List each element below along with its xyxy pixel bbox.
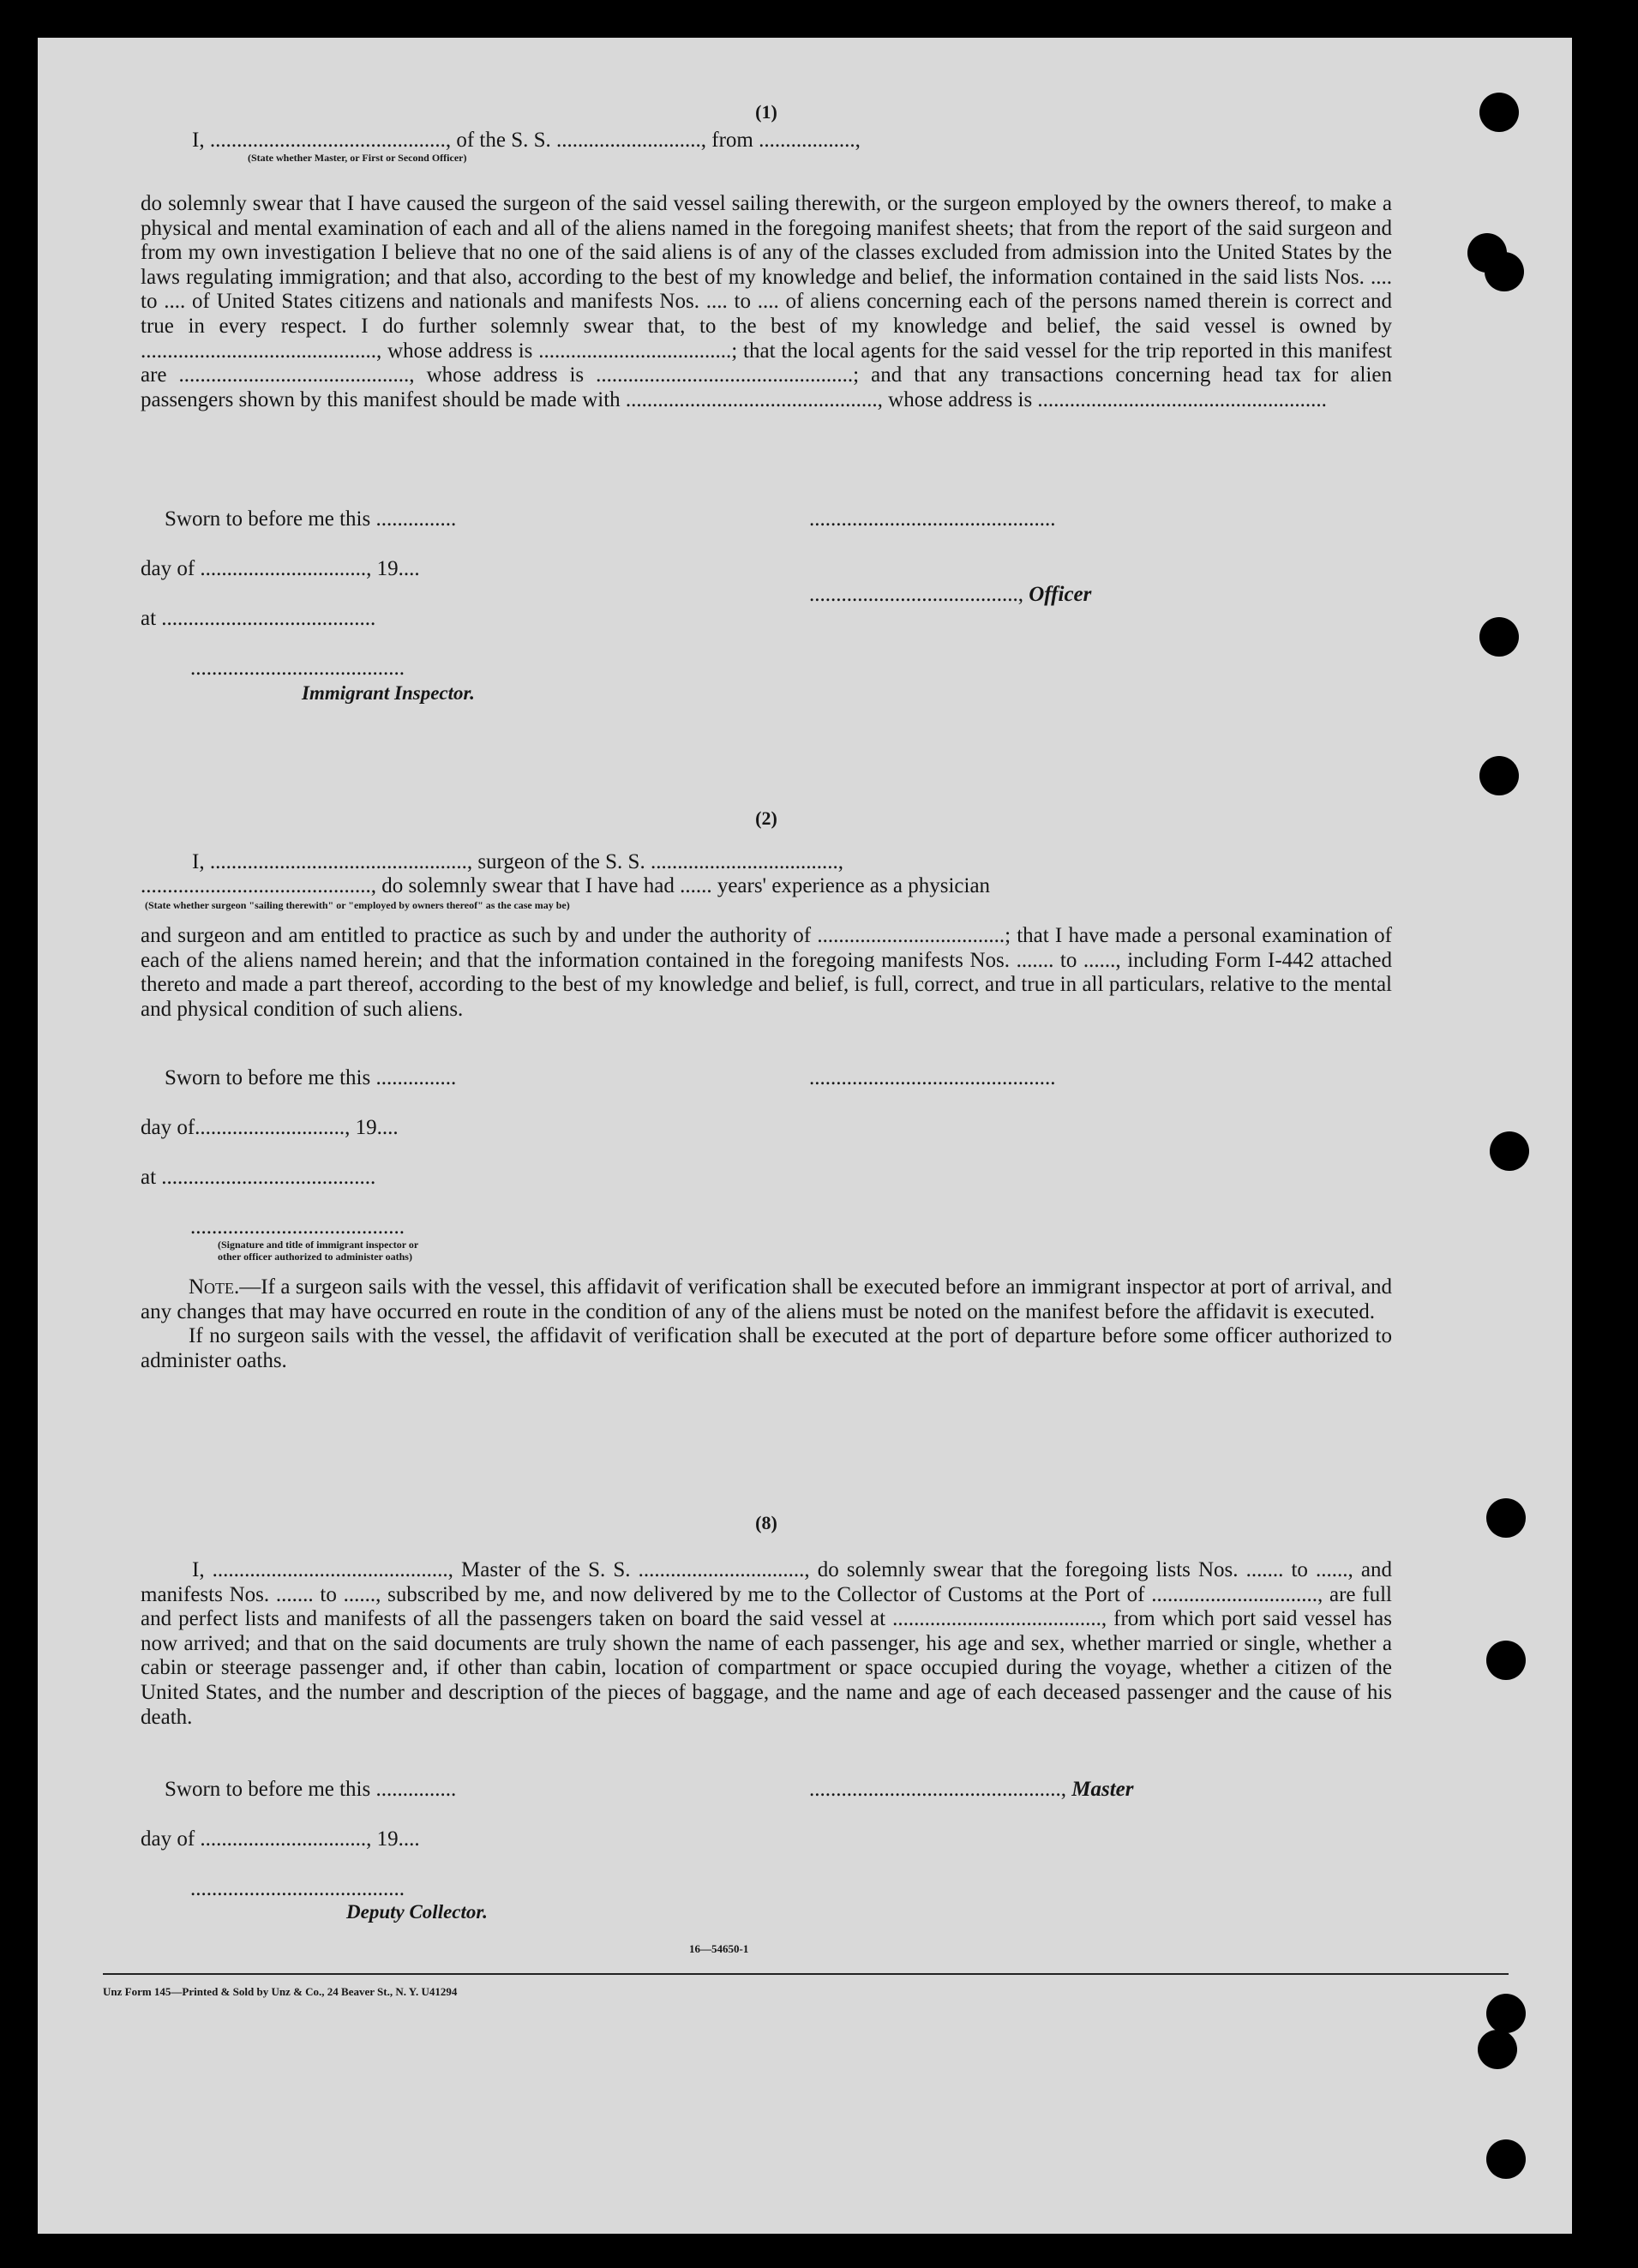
section-2-heading: (2) bbox=[755, 807, 777, 829]
section-1-heading: (1) bbox=[755, 101, 777, 123]
section-1-officer-text: ......................................., Officer bbox=[809, 583, 1092, 606]
section-2-line-1: I, ................................................, surgeon of the S. S. ..................................., bbox=[192, 850, 843, 873]
section-1-day: day of ..............................., 19.... bbox=[141, 557, 420, 580]
binder-hole bbox=[1479, 756, 1519, 795]
section-2-inspector-dots: ........................................ bbox=[190, 1215, 405, 1239]
manifest-page bbox=[38, 38, 1572, 2234]
section-3-oath bbox=[141, 1558, 1392, 1730]
section-2-signature-dots: .............................................. bbox=[809, 1066, 1056, 1089]
section-2-sworn: Sworn to before me this ............... bbox=[165, 1066, 457, 1089]
section-2-inspector-caption-1: (Signature and title of immigrant inspector or bbox=[218, 1239, 419, 1251]
section-3-collector-title: Deputy Collector. bbox=[346, 1901, 488, 1923]
section-3-oath-text: I, ............................................, Master of the S. S. ..............................., do solemnly swear that the foregoing lists Nos. ....... to ......, and manifests Nos. ....... to ......, subscribed by me, and now delivered by me to the Collector of Customs at the Port of ..............................., are full and perfect lists and manifests of all the passengers taken on board the said vessel at ......................................., from which port said vessel has now arrived; and that on the said documents are truly shown the name of each passenger, his age and sex, whether married or single, whether a cabin or steerage passenger and, if other than cabin, location of compartment or space occupied during the voyage, whether a citizen of the United States, and the number and description of the pieces of baggage, and the name and age of each deceased passenger and the cause of his death. bbox=[141, 1558, 1392, 1729]
section-2-note bbox=[141, 1275, 1392, 1373]
binder-hole bbox=[1485, 252, 1524, 291]
binder-hole bbox=[1490, 1131, 1529, 1171]
note-paragraph-2: If no surgeon sails with the vessel, the affidavit of verification shall be executed at the port of departure before some officer authorized to administer oaths. bbox=[141, 1324, 1392, 1372]
note-text-1: —If a surgeon sails with the vessel, this affidavit of verification shall be executed before an immigrant inspector at port of arrival, and any changes that may have occurred en route in the condition of any of the aliens must be noted on the manifest before the affidavit is executed. bbox=[141, 1275, 1392, 1323]
section-1-inspector-dots: ........................................ bbox=[190, 657, 405, 680]
binder-hole bbox=[1486, 2139, 1526, 2179]
section-3-master-line: ..............................................., Master bbox=[809, 1778, 1134, 1801]
section-1-signature-dots: .............................................. bbox=[809, 507, 1056, 531]
section-2-line-2: ..........................................., do solemnly swear that I have had ...... years' experience as a physician bbox=[141, 874, 991, 897]
section-1-inspector-title: Immigrant Inspector. bbox=[302, 682, 475, 704]
binder-hole bbox=[1478, 2030, 1517, 2069]
section-3-sworn: Sworn to before me this ............... bbox=[165, 1778, 457, 1801]
note-label: Note. bbox=[189, 1275, 240, 1299]
section-2-at: at ........................................ bbox=[141, 1166, 376, 1189]
master-label: Master bbox=[1071, 1778, 1134, 1801]
section-3-heading: (8) bbox=[755, 1512, 777, 1533]
section-1-sworn: Sworn to before me this ............... bbox=[165, 507, 457, 531]
section-1-oath-text: do solemnly swear that I have caused the surgeon of the said vessel sailing therewith, or the surgeon employed by the owners thereof, to make a physical and mental examination of each and all of the aliens named in the foregoing manifest sheets; that from the report of the said surgeon and from my own investigation I believe that no one of the said aliens is of any of the classes excluded from admission into the United States by the laws regulating immigration; and that also, according to the best of my knowledge and belief, the information contained in the said lists Nos. .... to .... of United States citizens and nationals and manifests Nos. .... to .... of aliens concerning each of the persons named therein is correct and true in every respect. I do further solemnly swear that, to the best of my knowledge and belief, the said vessel is owned by ............................................, whose address is ....................................; that the local agents for the said vessel for the trip reported in this manifest are ..........................................., whose address is ................................................; and that any transactions concerning head tax for alien passengers shown by this manifest should be made with ..............................................., whose address is ...................................................... bbox=[141, 192, 1392, 411]
note-paragraph-1 bbox=[141, 1275, 1392, 1324]
binder-hole bbox=[1479, 93, 1519, 132]
section-2-oath bbox=[141, 924, 1392, 1022]
binder-hole bbox=[1486, 1994, 1526, 2033]
section-2-day: day of............................, 19.... bbox=[141, 1116, 399, 1139]
binder-hole bbox=[1486, 1498, 1526, 1538]
binder-hole bbox=[1486, 1641, 1526, 1680]
printer-line: Unz Form 145—Printed & Sold by Unz & Co., 24 Beaver St., N. Y. U41294 bbox=[103, 1985, 458, 1998]
section-1-oath bbox=[141, 192, 1392, 412]
section-1-officer-line bbox=[809, 583, 1091, 607]
section-3-day: day of ..............................., 19.... bbox=[141, 1827, 420, 1851]
officer-label: Officer bbox=[1029, 583, 1092, 606]
footer-rule bbox=[103, 1973, 1509, 1975]
section-1-officer-caption: (State whether Master, or First or Second Officer) bbox=[248, 152, 467, 164]
section-1-line-1: I, ............................................, of the S. S. ..........................., from .................., bbox=[192, 129, 861, 152]
binder-hole bbox=[1479, 617, 1519, 657]
section-2-inspector-caption-2: other officer authorized to administer oaths) bbox=[218, 1251, 412, 1263]
form-number: 16—54650-1 bbox=[689, 1942, 749, 1955]
section-2-surgeon-caption: (State whether surgeon "sailing therewith" or "employed by owners thereof" as the case may be) bbox=[145, 899, 570, 911]
section-3-collector-dots: ........................................ bbox=[190, 1877, 405, 1900]
section-2-oath-text: and surgeon and am entitled to practice as such by and under the authority of ...................................; that I have made a personal examination of each of the aliens named herein; and that the information contained in the foregoing manifests Nos. ....... to ......, including Form I-442 attached thereto and made a part thereof, according to the best of my knowledge and belief, is full, correct, and true in all particulars, relative to the mental and physical condition of such aliens. bbox=[141, 924, 1392, 1021]
section-1-at: at ........................................ bbox=[141, 607, 376, 630]
